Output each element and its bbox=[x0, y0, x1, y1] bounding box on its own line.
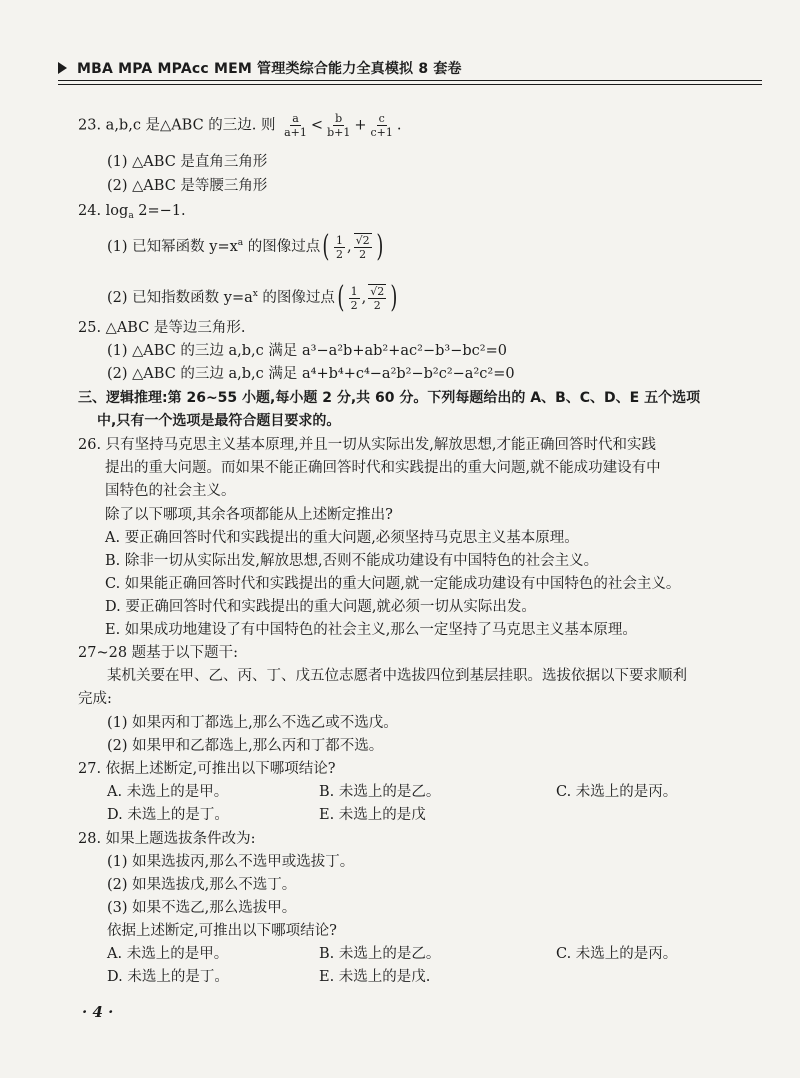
q28-option-e[interactable]: E. 未选上的是戊. bbox=[319, 969, 431, 985]
page-number: · 4 · bbox=[82, 1003, 114, 1021]
q28-condition-1: (1) 如果选拔丙,那么不选甲或选拔丁。 bbox=[107, 854, 355, 870]
q23-stem: 23. a,b,c 是△ABC 的三边. 则 $\frac{a}{a+1}$ < $\frac{b}{b+1}$ + $\frac{c}{c+1}$ . bbox=[78, 112, 402, 139]
q26-option-c[interactable]: C. 如果能正确回答时代和实践提出的重大问题,就一定能成功建设有中国特色的社会主义。 bbox=[105, 576, 681, 592]
q27-option-d[interactable]: D. 未选上的是丁。 bbox=[107, 807, 229, 823]
q26-option-e[interactable]: E. 如果成功地建设了有中国特色的社会主义,那么一定坚持了马克思主义基本原理。 bbox=[105, 622, 637, 638]
q28-option-b[interactable]: B. 未选上的是乙。 bbox=[319, 946, 441, 962]
q28-condition-2: (2) 如果选拔戊,那么不选丁。 bbox=[107, 877, 297, 893]
header-title: MBA MPA MPAcc MEM 管理类综合能力全真模拟 8 套卷 bbox=[77, 61, 462, 77]
q27-option-c[interactable]: C. 未选上的是丙。 bbox=[556, 784, 678, 800]
q25-condition-1: (1) △ABC 的三边 a,b,c 满足 a³−a²b+ab²+ac²−b³−bc²=0 bbox=[107, 343, 507, 359]
q27-28-condition-1: (1) 如果丙和丁都选上,那么不选乙或不选戊。 bbox=[107, 715, 398, 731]
q28-question: 28. 如果上题选拔条件改为: bbox=[78, 831, 256, 847]
q24-condition-1: (1) 已知幂函数 $y=x^a$ 的图像过点( $\frac{1}{2}$ , $\frac{√2}{2}$ ) bbox=[107, 229, 383, 264]
q27-option-b[interactable]: B. 未选上的是乙。 bbox=[319, 784, 441, 800]
q27-28-intro: 27~28 题基于以下题干: bbox=[78, 645, 239, 661]
q23-condition-2: (2) △ABC 是等腰三角形 bbox=[107, 178, 268, 194]
q23-stem-text: a,b,c 是△ABC 的三边. 则 bbox=[105, 117, 276, 134]
q23-fraction-c: $\frac{c}{c+1}$ bbox=[370, 112, 393, 139]
q28-condition-3: (3) 如果不选乙,那么选拔甲。 bbox=[107, 900, 297, 916]
q27-question: 27. 依据上述断定,可推出以下哪项结论? bbox=[78, 761, 336, 777]
q26-stem-line1: 26. 只有坚持马克思主义基本原理,并且一切从实际出发,解放思想,才能正确回答时代和实践 bbox=[78, 437, 656, 453]
q23-number: 23. bbox=[78, 117, 102, 134]
q27-28-stem-line2: 完成: bbox=[78, 691, 112, 707]
q26-stem-line3: 国特色的社会主义。 bbox=[105, 483, 236, 499]
q28-option-d[interactable]: D. 未选上的是丁。 bbox=[107, 969, 229, 985]
q26-option-d[interactable]: D. 要正确回答时代和实践提出的重大问题,就必须一切从实际出发。 bbox=[105, 599, 536, 615]
q27-28-stem-line1: 某机关要在甲、乙、丙、丁、戊五位志愿者中选拔四位到基层挂职。选拔依据以下要求顺利 bbox=[107, 668, 687, 684]
q25-condition-2: (2) △ABC 的三边 a,b,c 满足 a⁴+b⁴+c⁴−a²b²−b²c²−a²c²=0 bbox=[107, 366, 515, 382]
section3-heading-line2: 中,只有一个选项是最符合题目要求的。 bbox=[97, 413, 341, 429]
q24-condition-2: (2) 已知指数函数 $y=a^x$ 的图像过点( $\frac{1}{2}$ , $\frac{√2}{2}$ ) bbox=[107, 280, 398, 315]
q23-fraction-a: $\frac{a}{a+1}$ bbox=[284, 112, 307, 139]
q28-question-2: 依据上述断定,可推出以下哪项结论? bbox=[107, 923, 337, 939]
q26-question: 除了以下哪项,其余各项都能从上述断定推出? bbox=[105, 507, 393, 523]
q26-option-a[interactable]: A. 要正确回答时代和实践提出的重大问题,必须坚持马克思主义基本原理。 bbox=[105, 530, 579, 546]
q26-stem-line2: 提出的重大问题。而如果不能正确回答时代和实践提出的重大问题,就不能成功建设有中 bbox=[105, 460, 661, 476]
q28-option-a[interactable]: A. 未选上的是甲。 bbox=[107, 946, 229, 962]
q26-option-b[interactable]: B. 除非一切从实际出发,解放思想,否则不能成功建设有中国特色的社会主义。 bbox=[105, 553, 599, 569]
q23-condition-1: (1) △ABC 是直角三角形 bbox=[107, 154, 268, 170]
q28-option-c[interactable]: C. 未选上的是丙。 bbox=[556, 946, 678, 962]
section3-heading-line1: 三、逻辑推理:第 26~55 小题,每小题 2 分,共 60 分。下列每题给出的 A、B、C、D、E 五个选项 bbox=[78, 390, 701, 406]
q27-28-condition-2: (2) 如果甲和乙都选上,那么丙和丁都不选。 bbox=[107, 738, 384, 754]
q23-fraction-b: $\frac{b}{b+1}$ bbox=[327, 112, 351, 139]
q25-stem: 25. △ABC 是等边三角形. bbox=[78, 320, 246, 336]
q27-option-e[interactable]: E. 未选上的是戊 bbox=[319, 807, 426, 823]
q24-stem: 24. $\log_a 2=-1$. bbox=[78, 203, 186, 221]
q27-option-a[interactable]: A. 未选上的是甲。 bbox=[107, 784, 229, 800]
